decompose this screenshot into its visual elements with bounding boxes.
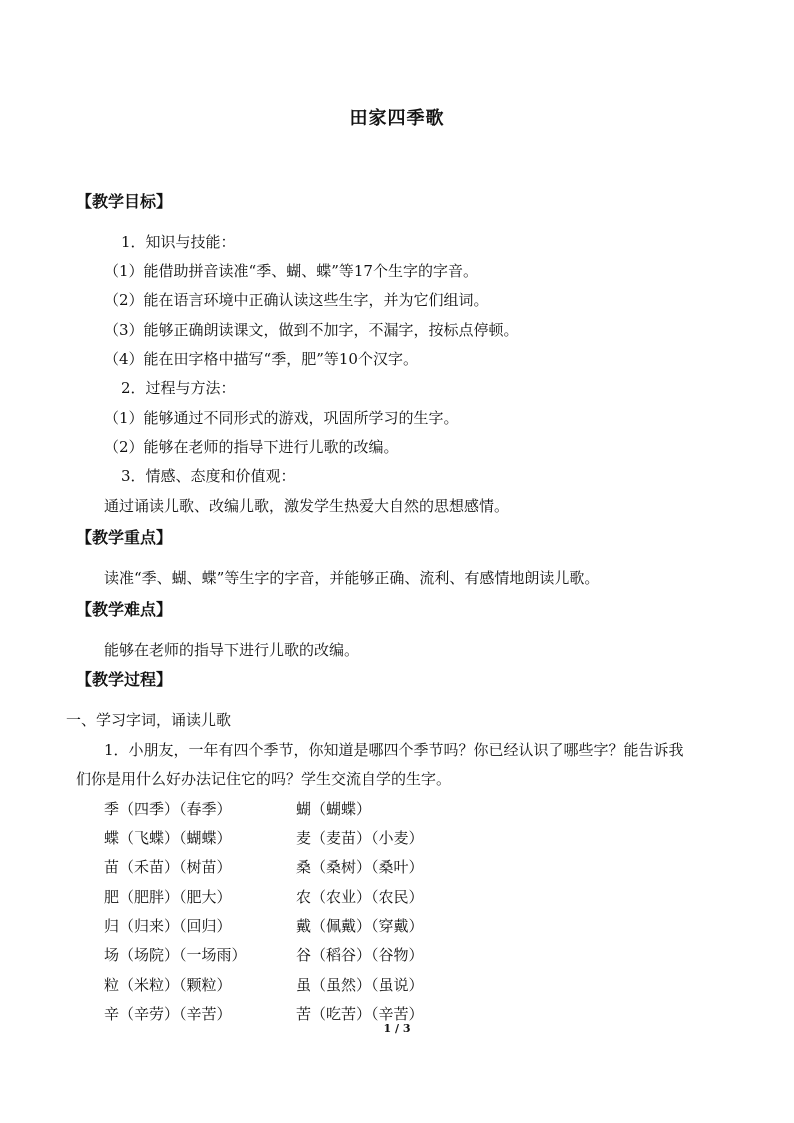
word-right: 蝴（蝴蝶） [296,800,372,818]
word-left: 粒（米粒）（颗粒） [104,976,232,994]
goal-line: 通过诵读儿歌、改编儿歌，激发学生热爱大自然的思想感情。 [104,497,510,515]
page-number: 1 / 3 [383,1022,411,1035]
word-right: 农（农业）（农民） [296,888,424,906]
word-right: 戴（佩戴）（穿戴） [296,917,424,935]
word-left: 辛（辛劳）（辛苦） [104,1005,232,1023]
word-left: 苗（禾苗）（树苗） [104,858,232,876]
goal-line: （2）能够在老师的指导下进行儿歌的改编。 [104,438,399,456]
word-right: 苦（吃苦）（辛苦） [296,1005,424,1023]
word-right: 虽（虽然）（虽说） [296,976,424,994]
word-left: 场（场院）（一场雨） [104,946,247,964]
word-left: 肥（肥胖）（肥大） [104,888,232,906]
goal-line: （4）能在田字格中描写“季，肥”等10个汉字。 [104,350,418,368]
goal-line: 3．情感、态度和价值观： [121,467,296,485]
word-right: 谷（稻谷）（谷物） [296,946,424,964]
goal-line: 2．过程与方法： [121,379,236,397]
goal-line: 1．知识与技能： [121,233,236,251]
goal-line: （1）能借助拼音读准“季、蝴、蝶”等17个生字的字音。 [104,262,478,280]
difficulty-heading: 【教学难点】 [76,600,173,619]
word-left: 蝶（飞蝶）（蝴蝶） [104,829,232,847]
word-left: 季（四季）（春季） [104,800,232,818]
goals-heading: 【教学目标】 [76,192,173,211]
difficulty-text: 能够在老师的指导下进行儿歌的改编。 [104,641,360,659]
process-heading: 【教学过程】 [76,670,173,689]
process-subheading: 一、学习字词，诵读儿歌 [66,711,232,729]
word-left: 归（归来）（回归） [104,917,232,935]
goal-line: （3）能够正确朗读课文，做到不加字，不漏字，按标点停顿。 [104,321,519,339]
process-paragraph-line: 1．小朋友，一年有四个季节，你知道是哪四个季节吗？你已经认识了哪些字？能告诉我 [104,741,684,759]
goal-line: （1）能够通过不同形式的游戏，巩固所学习的生字。 [104,409,459,427]
key-points-heading: 【教学重点】 [76,528,173,547]
process-paragraph-line: 们你是用什么好办法记住它的吗？学生交流自学的生字。 [76,770,452,788]
word-right: 麦（麦苗）（小麦） [296,829,424,847]
key-points-text: 读准“季、蝴、蝶”等生字的字音，并能够正确、流利、有感情地朗读儿歌。 [104,569,600,587]
word-right: 桑（桑树）（桑叶） [296,858,424,876]
document-title: 田家四季歌 [349,108,445,129]
goal-line: （2）能在语言环境中正确认读这些生字，并为它们组词。 [104,291,489,309]
